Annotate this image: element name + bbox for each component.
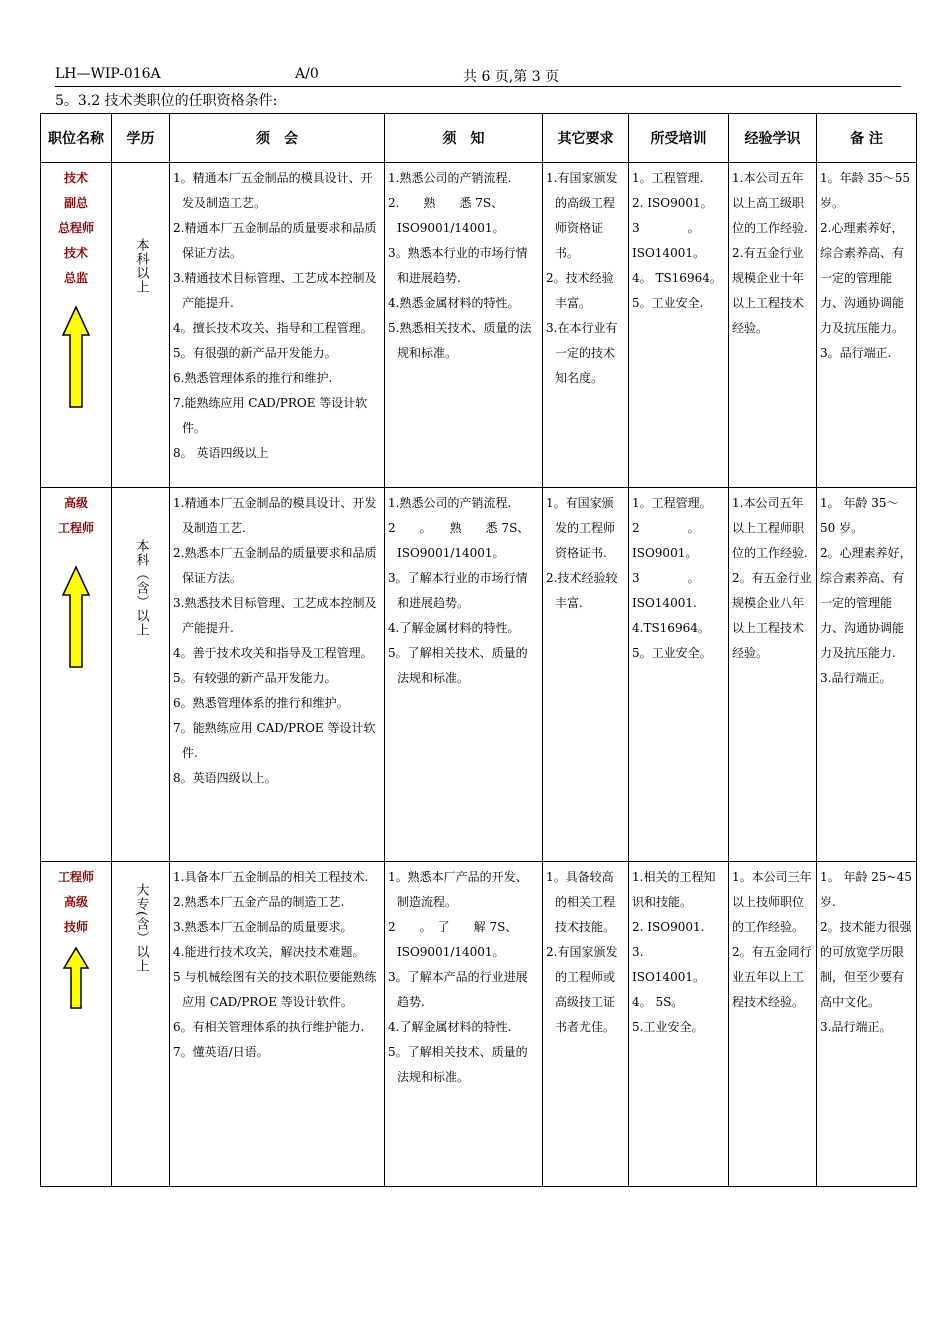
position-line: 工程师	[57, 870, 94, 884]
knowledge-cell	[385, 862, 543, 1187]
other-req-item: 3.在本行业有一定的技术知名度。	[546, 321, 618, 385]
skill-item: 1.精通本厂五金制品的模具设计、开发及制造工艺.	[173, 496, 377, 535]
other-req-item: 1。有国家颁发的工程师资格证书.	[546, 496, 616, 560]
education-text: 本科（含）以上	[133, 539, 149, 637]
page-header	[55, 64, 901, 87]
section-title: 5。3.2 技术类职位的任职资格条件:	[55, 93, 278, 109]
training-item: 1。工程管理。	[632, 496, 712, 510]
position-line: 高级	[63, 496, 88, 510]
col-header-experience: 经验学识	[729, 114, 817, 163]
position-line: 副总	[63, 196, 88, 210]
education-cell	[112, 862, 170, 1187]
knowledge-item: 1.熟悉公司的产销流程.	[388, 496, 512, 510]
education-cell	[112, 163, 170, 488]
col-header-education: 学历	[112, 114, 170, 163]
remark-item: 1。年龄 35～55 岁。	[820, 171, 910, 210]
up-arrow-icon	[61, 565, 91, 669]
skill-item: 8。英语四级以上。	[173, 771, 277, 785]
remarks-cell	[817, 488, 917, 862]
knowledge-item: 2 。 了 解 7S、ISO9001/14001。	[388, 920, 518, 959]
skills-cell	[170, 862, 385, 1187]
table-row	[41, 488, 917, 862]
skill-item: 1.具备本厂五金制品的相关工程技术.	[173, 870, 369, 884]
skill-item: 7。能熟练应用 CAD/PROE 等设计软件.	[173, 721, 376, 760]
skill-item: 5。有很强的新产品开发能力。	[173, 346, 337, 360]
skills-cell	[170, 163, 385, 488]
training-item: 2 。ISO9001。	[632, 521, 700, 560]
other-req-item: 2.有国家颁发的工程师或高级技工证书者尤佳。	[546, 945, 618, 1034]
training-item: 4。 TS16964。	[632, 271, 722, 285]
experience-item: 1。本公司三年以上技师职位的工作经验。	[732, 870, 812, 934]
page-count: 共 6 页,第 3 页	[463, 69, 560, 85]
position-cell	[41, 862, 112, 1187]
position-line: 总程师	[57, 221, 94, 235]
table-row	[41, 163, 917, 488]
knowledge-item: 4.了解金属材料的特性。	[388, 621, 520, 635]
skill-item: 4.能进行技术攻关，解决技术难题。	[173, 945, 365, 959]
position-line: 技师	[63, 920, 88, 934]
col-header-skills: 须 会	[170, 114, 385, 163]
other-req-item: 1。具备较高的相关工程技术技能。	[546, 870, 616, 934]
knowledge-item: 1.熟悉公司的产销流程.	[388, 171, 512, 185]
skill-item: 6.熟悉管理体系的推行和维护.	[173, 371, 333, 385]
position-line: 总监	[63, 271, 88, 285]
experience-cell	[729, 862, 817, 1187]
training-item: 3. ISO14001。	[632, 945, 705, 984]
knowledge-item: 5.熟悉相关技术、质量的法规和标准。	[388, 321, 532, 360]
training-item: 4。 5S。	[632, 995, 684, 1009]
experience-item: 2。有五金行业规模企业八年以上工程技术经验。	[732, 571, 812, 660]
training-item: 3 。ISO14001。	[632, 221, 705, 260]
qualification-table	[40, 113, 917, 1187]
col-header-training: 所受培训	[629, 114, 729, 163]
other-req-cell	[543, 862, 629, 1187]
position-line: 高级	[63, 895, 88, 909]
position-cell	[41, 163, 112, 488]
up-arrow-icon	[61, 305, 91, 409]
doc-number: LH—WIP-016A	[55, 66, 161, 82]
training-item: 5。工业安全。	[632, 646, 712, 660]
remark-item: 2.心理素养好，综合素养高、有一定的管理能力、沟通协调能力及抗压能力。	[820, 221, 905, 335]
education-cell	[112, 488, 170, 862]
position-cell	[41, 488, 112, 862]
other-req-item: 1.有国家颁发的高级工程师资格证书。	[546, 171, 618, 260]
knowledge-item: 2. 熟 悉 7S、ISO9001/14001。	[388, 196, 505, 235]
skill-item: 7。懂英语/日语。	[173, 1045, 269, 1059]
remark-item: 3.品行端正。	[820, 1020, 892, 1034]
table-row	[41, 862, 917, 1187]
skill-item: 3.熟悉本厂五金制品的质量要求。	[173, 920, 353, 934]
knowledge-item: 5。了解相关技术、质量的法规和标准。	[388, 1045, 528, 1084]
col-header-knowledge: 须 知	[385, 114, 543, 163]
skill-item: 7.能熟练应用 CAD/PROE 等设计软件。	[173, 396, 368, 435]
skill-item: 4。擅长技术攻关、指导和工程管理。	[173, 321, 373, 335]
skill-item: 2.精通本厂五金制品的质量要求和品质保证方法。	[173, 221, 377, 260]
other-req-item: 2。技术经验丰富。	[546, 271, 614, 310]
remarks-cell	[817, 862, 917, 1187]
up-arrow-icon	[62, 946, 90, 1010]
knowledge-cell	[385, 163, 543, 488]
skill-item: 6。熟悉管理体系的推行和维护。	[173, 696, 349, 710]
position-line: 工程师	[57, 521, 94, 535]
remark-item: 2。心理素养好，综合素养高、有一定的管理能力、沟通协调能力及抗压能力.	[820, 546, 912, 660]
experience-item: 1.本公司五年以上工程师职位的工作经验.	[732, 496, 808, 560]
skill-item: 2.熟悉本厂五金产品的制造工艺.	[173, 895, 345, 909]
experience-cell	[729, 488, 817, 862]
knowledge-cell	[385, 488, 543, 862]
col-header-other: 其它要求	[543, 114, 629, 163]
training-item: 3 。ISO14001.	[632, 571, 700, 610]
training-item: 5。工业安全.	[632, 296, 704, 310]
training-item: 2. ISO9001.	[632, 920, 705, 934]
training-item: 4.TS16964。	[632, 621, 710, 635]
col-header-position: 职位名称	[41, 114, 112, 163]
remark-item: 1。 年龄 35～50 岁。	[820, 496, 899, 535]
skill-item: 2.熟悉本厂五金制品的质量要求和品质保证方法。	[173, 546, 377, 585]
position-line: 技术	[63, 246, 88, 260]
skill-item: 3.熟悉技术目标管理、工艺成本控制及产能提升.	[173, 596, 377, 635]
other-req-item: 2.技术经验较丰富.	[546, 571, 618, 610]
training-cell	[629, 488, 729, 862]
skill-item: 4。善于技术攻关和指导及工程管理。	[173, 646, 373, 660]
training-item: 1.相关的工程知识和技能。	[632, 870, 716, 909]
other-req-cell	[543, 488, 629, 862]
table-header-row	[41, 114, 917, 163]
experience-item: 2.有五金行业规模企业十年以上工程技术经验。	[732, 246, 805, 335]
knowledge-item: 3。了解本产品的行业进展趋势.	[388, 970, 528, 1009]
skills-cell	[170, 488, 385, 862]
experience-item: 2。有五金同行业五年以上工程技术经验。	[732, 945, 812, 1009]
knowledge-item: 4.熟悉金属材料的特性。	[388, 296, 520, 310]
remark-item: 2。技术能力很强的可放宽学历限制，但至少要有高中文化。	[820, 920, 912, 1009]
training-item: 2. ISO9001。	[632, 196, 713, 210]
knowledge-item: 4.了解金属材料的特性.	[388, 1020, 512, 1034]
knowledge-item: 5。了解相关技术、质量的法规和标准。	[388, 646, 528, 685]
skill-item: 5。有较强的新产品开发能力。	[173, 671, 337, 685]
training-cell	[629, 862, 729, 1187]
training-item: 1。工程管理.	[632, 171, 704, 185]
remark-item: 3。品行端正.	[820, 346, 892, 360]
remark-item: 1。 年龄 25~45 岁.	[820, 870, 912, 909]
skill-item: 1。精通本厂五金制品的模具设计、开发及制造工艺。	[173, 171, 373, 210]
doc-version: A/0	[295, 66, 319, 82]
experience-item: 1.本公司五年以上高工级职位的工作经验.	[732, 171, 808, 235]
col-header-remarks: 备 注	[817, 114, 917, 163]
education-text: 本科以上	[133, 238, 149, 294]
education-text: 大专(含）以上	[133, 883, 149, 974]
training-cell	[629, 163, 729, 488]
remarks-cell	[817, 163, 917, 488]
knowledge-item: 3。熟悉本行业的市场行情和进展趋势.	[388, 246, 528, 285]
knowledge-item: 3。了解本行业的市场行情和进展趋势。	[388, 571, 528, 610]
skill-item: 8。 英语四级以上	[173, 446, 269, 460]
experience-cell	[729, 163, 817, 488]
training-item: 5.工业安全。	[632, 1020, 704, 1034]
position-line: 技术	[63, 171, 88, 185]
skill-item: 6。有相关管理体系的执行维护能力.	[173, 1020, 365, 1034]
other-req-cell	[543, 163, 629, 488]
remark-item: 3.品行端正。	[820, 671, 892, 685]
skill-item: 5 与机械绘图有关的技术职位要能熟练应用 CAD/PROE 等设计软件。	[173, 970, 377, 1009]
knowledge-item: 1。熟悉本厂产品的开发、制造流程。	[388, 870, 528, 909]
knowledge-item: 2 。 熟 悉 7S、ISO9001/14001。	[388, 521, 530, 560]
skill-item: 3.精通技术目标管理、工艺成本控制及产能提升.	[173, 271, 377, 310]
